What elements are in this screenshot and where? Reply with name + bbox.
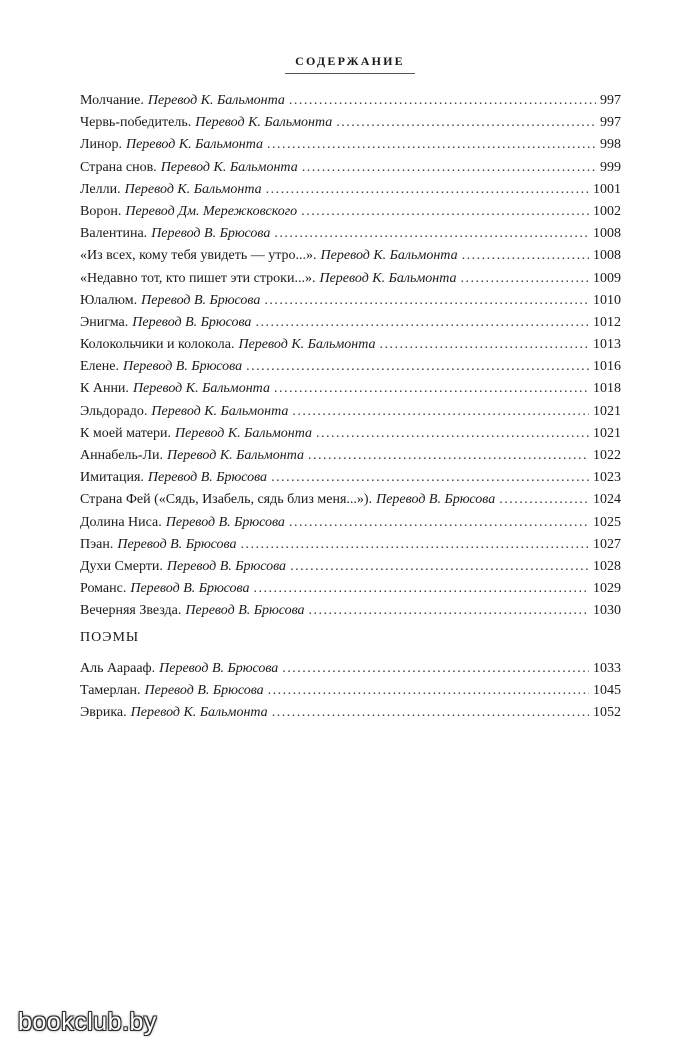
toc-entry — [80, 334, 621, 356]
toc-entry-page-number: 1028 — [593, 558, 621, 574]
toc-entry-translator: Перевод К. Бальмонта — [175, 425, 313, 441]
toc-entry-translator: Перевод К. Бальмонта — [130, 705, 268, 721]
toc-entry-title: Валентина. — [80, 226, 148, 242]
dot-leader — [308, 445, 589, 467]
toc-entry-title: Вечерняя Звезда. — [80, 603, 182, 619]
dot-leader — [289, 90, 596, 112]
dot-leader — [274, 223, 589, 245]
dot-leader — [267, 134, 596, 156]
toc-entry-title: Ворон. — [80, 203, 122, 219]
toc-entry-page-number: 1008 — [593, 248, 621, 264]
toc-entry-title: Колокольчики и колокола. — [80, 337, 235, 353]
dot-leader — [499, 489, 589, 511]
toc-entry-page-number: 997 — [600, 115, 621, 131]
toc-entry — [80, 600, 621, 622]
toc-entry-translator: Перевод В. Брюсова — [141, 292, 261, 308]
toc-entry — [80, 578, 621, 600]
toc-entry-title: Энигма. — [80, 314, 129, 330]
dot-leader — [266, 179, 589, 201]
watermark-logo: bookclub.by — [18, 1008, 157, 1036]
toc-entry-title: Эльдорадо. — [80, 403, 148, 419]
toc-entry-translator: Перевод В. Брюсова — [159, 661, 279, 676]
dot-leader — [461, 268, 590, 290]
toc-entry-translator: Перевод К. Бальмонта — [124, 181, 262, 197]
toc-entry — [80, 467, 621, 489]
dot-leader — [282, 658, 589, 680]
toc-entry-page-number: 1023 — [593, 470, 621, 486]
dot-leader — [316, 423, 589, 445]
toc-entry-title: Страна снов. — [80, 159, 157, 175]
dot-leader — [292, 401, 589, 423]
toc-entry-page-number: 1009 — [593, 270, 621, 286]
toc-entry-page-number: 997 — [600, 93, 621, 108]
toc-entry-title: К Анни. — [80, 381, 129, 397]
dot-leader — [268, 680, 589, 702]
dot-leader — [255, 312, 589, 334]
toc-entry — [80, 658, 621, 680]
toc-entry-title: Эврика. — [80, 705, 127, 721]
toc-entry-page-number: 1021 — [593, 425, 621, 441]
running-title: СОДЕРЖАНИЕ — [285, 54, 415, 74]
section-heading-poems: ПОЭМЫ — [80, 630, 140, 645]
toc-entry — [80, 423, 621, 445]
dot-leader — [336, 112, 596, 134]
toc-entry — [80, 290, 621, 312]
toc-entry-page-number: 1024 — [593, 492, 621, 508]
toc-entry — [80, 534, 621, 556]
toc-entry — [80, 201, 621, 223]
toc-entry-title: Долина Ниса. — [80, 514, 162, 530]
toc-entry-translator: Перевод В. Брюсова — [376, 492, 496, 508]
toc-entry-translator: Перевод В. Брюсова — [117, 536, 237, 552]
toc-entry — [80, 312, 621, 334]
toc-entry-page-number: 1029 — [593, 581, 621, 597]
toc-entry-page-number: 1012 — [593, 314, 621, 330]
toc-entry-translator: Перевод В. Брюсова — [185, 603, 305, 619]
toc-entry — [80, 680, 621, 702]
toc-entry — [80, 268, 621, 290]
toc-entry — [80, 401, 621, 423]
toc-entry-title: Духи Смерти. — [80, 558, 163, 574]
toc-entry — [80, 356, 621, 378]
toc-entry-page-number: 1021 — [593, 403, 621, 419]
toc-entry-title: Пэан. — [80, 536, 114, 552]
toc-entry-page-number: 1027 — [593, 536, 621, 552]
toc-entry-translator: Перевод В. Брюсова — [147, 470, 268, 486]
toc-entry-title: Линор. — [80, 137, 122, 153]
toc-entry-translator: Перевод В. Брюсова — [151, 226, 271, 242]
toc-entry-page-number: 1016 — [593, 359, 621, 375]
toc-entry-page-number: 1052 — [593, 705, 621, 721]
toc-entry — [80, 90, 621, 112]
toc-entry-translator: Перевод Дм. Мережковского — [125, 203, 298, 219]
toc-entry-page-number: 1045 — [593, 683, 621, 699]
toc-entry-translator: Перевод К. Бальмонта — [320, 248, 458, 264]
toc-entry-page-number: 1002 — [593, 203, 621, 219]
dot-leader — [274, 378, 589, 400]
toc-list — [80, 90, 621, 623]
toc-entry-page-number: 1033 — [593, 661, 621, 676]
toc-list-poems — [80, 658, 621, 725]
toc-entry-translator: Перевод К. Бальмонта — [132, 381, 270, 397]
toc-entry-page-number: 1013 — [593, 337, 621, 353]
toc-entry-translator: Перевод К. Бальмонта — [147, 93, 285, 108]
dot-leader — [241, 534, 590, 556]
toc-entry-translator: Перевод В. Брюсова — [130, 581, 250, 597]
toc-entry — [80, 112, 621, 134]
toc-entry-title: Лелли. — [80, 181, 121, 197]
toc-entry-page-number: 1001 — [593, 181, 621, 197]
toc-entry-translator: Перевод К. Бальмонта — [151, 403, 289, 419]
toc-entry-title: «Из всех, кому тебя увидеть — утро...». — [80, 248, 317, 264]
toc-entry-translator: Перевод К. Бальмонта — [125, 137, 264, 153]
toc-entry — [80, 134, 621, 156]
toc-entry-translator: Перевод К. Бальмонта — [195, 115, 333, 131]
dot-leader — [246, 356, 589, 378]
toc-entry-page-number: 1025 — [593, 514, 621, 530]
toc-entry-translator: Перевод В. Брюсова — [122, 359, 243, 375]
toc-entry-translator: Перевод К. Бальмонта — [166, 448, 305, 463]
toc-entry-page-number: 1008 — [593, 226, 621, 242]
dot-leader — [289, 512, 589, 534]
toc-entry — [80, 556, 621, 578]
toc-entry-page-number: 1018 — [593, 381, 621, 397]
toc-entry-translator: Перевод К. Бальмонта — [160, 159, 298, 175]
toc-entry-title: Юлалюм. — [80, 292, 138, 308]
toc-entry — [80, 179, 621, 201]
toc-entry — [80, 223, 621, 245]
dot-leader — [309, 600, 589, 622]
toc-entry-title: «Недавно тот, кто пишет эти строки...». — [80, 270, 316, 286]
dot-leader — [301, 201, 589, 223]
toc-entry-page-number: 999 — [600, 159, 621, 175]
toc-entry-translator: Перевод В. Брюсова — [132, 314, 252, 330]
toc-entry-title: Аннабель-Ли. — [80, 448, 163, 463]
toc-entry-title: Елене. — [80, 359, 119, 375]
toc-entry-translator: Перевод В. Брюсова — [165, 514, 285, 530]
dot-leader — [254, 578, 589, 600]
toc-entry-title: Тамерлан. — [80, 683, 141, 699]
dot-leader — [302, 157, 596, 179]
toc-entry — [80, 445, 621, 467]
dot-leader — [264, 290, 589, 312]
toc-entry-title: Червь-победитель. — [80, 115, 192, 131]
toc-entry — [80, 512, 621, 534]
toc-entry-title: Романс. — [80, 581, 127, 597]
dot-leader — [380, 334, 589, 356]
toc-entry-title: Аль Аарааф. — [80, 661, 156, 676]
toc-entry-title: Страна Фей («Сядь, Изабель, сядь близ меня...»). — [80, 492, 373, 508]
toc-entry-page-number: 1030 — [593, 603, 621, 619]
toc-entry-page-number: 1022 — [593, 448, 621, 463]
toc-entry-title: Молчание. — [80, 93, 144, 108]
toc-entry — [80, 378, 621, 400]
dot-leader — [462, 245, 589, 267]
toc-entry — [80, 157, 621, 179]
toc-entry — [80, 489, 621, 511]
toc-entry-page-number: 1010 — [593, 292, 621, 308]
running-head — [0, 50, 700, 74]
dot-leader — [290, 556, 589, 578]
toc-entry — [80, 702, 621, 724]
toc-entry-title: Имитация. — [80, 470, 144, 486]
dot-leader — [271, 467, 589, 489]
toc-entry-translator: Перевод В. Брюсова — [166, 558, 287, 574]
dot-leader — [272, 702, 589, 724]
toc-entry-translator: Перевод К. Бальмонта — [238, 337, 376, 353]
toc-entry-translator: Перевод К. Бальмонта — [319, 270, 457, 286]
toc-entry-page-number: 998 — [600, 137, 621, 153]
toc-entry-title: К моей матери. — [80, 425, 172, 441]
toc-entry-translator: Перевод В. Брюсова — [144, 683, 264, 699]
toc-entry — [80, 245, 621, 267]
